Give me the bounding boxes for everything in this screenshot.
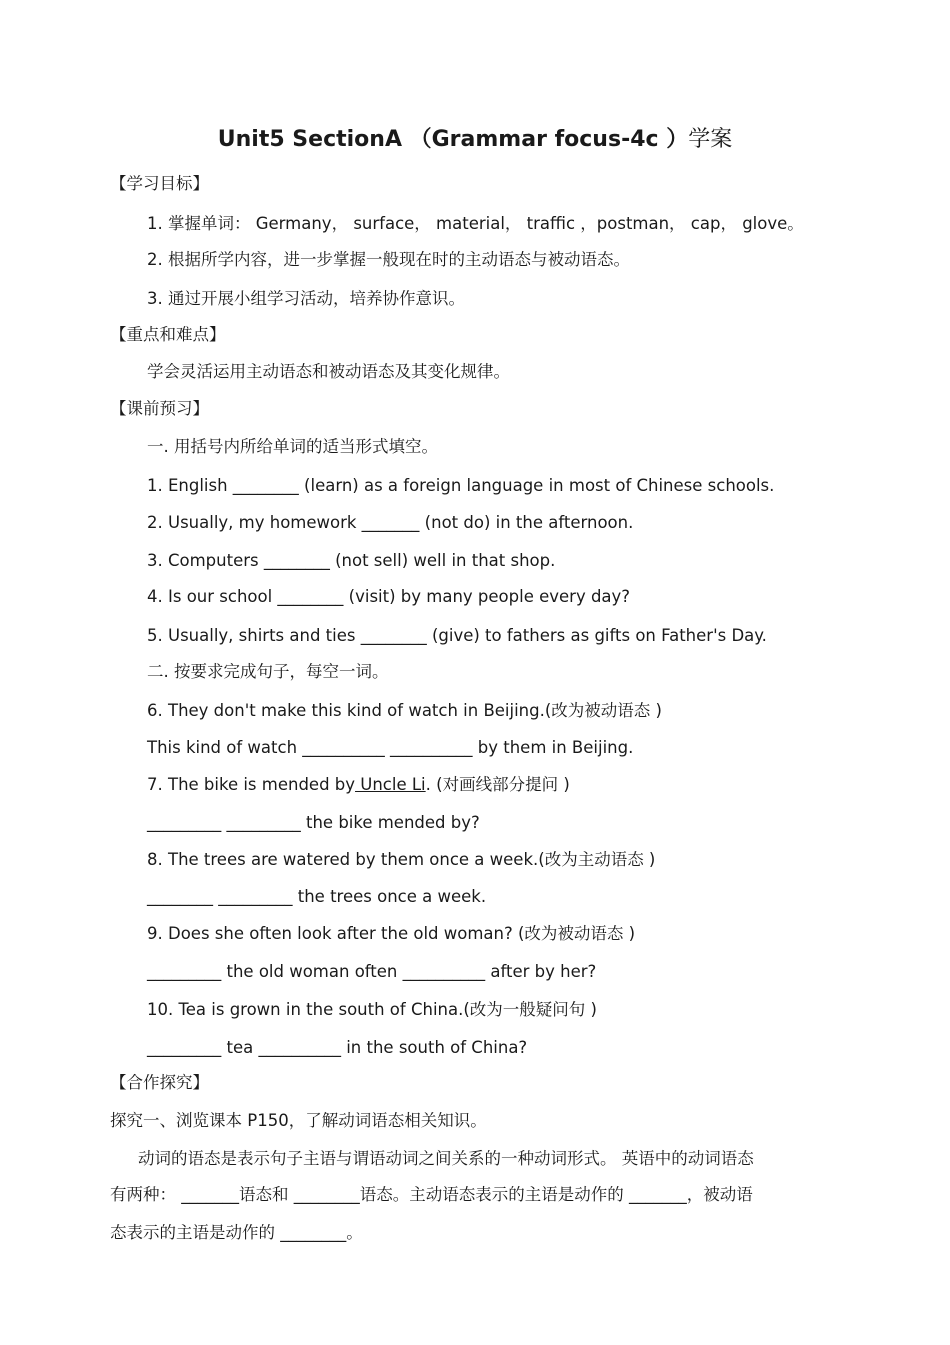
fill-blank-item: 5. Usually, shirts and ties ________ (give) to fathers as gifts on Father's Day. bbox=[147, 626, 767, 645]
answer-line-8: ________ _________ the trees once a week. bbox=[147, 887, 487, 906]
page-title bbox=[0, 126, 950, 154]
answer-line-10: _________ tea __________ in the south of China? bbox=[147, 1038, 528, 1057]
cooperation-heading: 【合作探究】 bbox=[110, 1073, 209, 1092]
question-8: 8. The trees are watered by them once a week.(改为主动语态 ) bbox=[147, 850, 656, 869]
fill-blank-item: 3. Computers ________ (not sell) well in that shop. bbox=[147, 551, 556, 570]
key-points-text: 学会灵活运用主动语态和被动语态及其变化规律。 bbox=[147, 362, 510, 381]
title-main: Unit5 SectionA （Grammar focus-4c ） bbox=[217, 127, 689, 152]
objectives-heading: 【学习目标】 bbox=[110, 174, 209, 193]
explore-1-title: 探究一、浏览课本 P150，了解动词语态相关知识。 bbox=[110, 1111, 487, 1130]
objective-item: 1. 掌握单词： Germany， surface， material， traffic ，postman， cap， glove。 bbox=[147, 214, 804, 233]
question-7-start: 7. The bike is mended by bbox=[147, 775, 356, 794]
answer-line-6: This kind of watch __________ __________ by them in Beijing. bbox=[147, 738, 634, 757]
part2-title: 二. 按要求完成句子，每空一词。 bbox=[147, 662, 389, 681]
question-6: 6. They don't make this kind of watch in Beijing.(改为被动语态 ) bbox=[147, 701, 662, 720]
fill-blank-item: 4. Is our school ________ (visit) by many people every day? bbox=[147, 587, 631, 606]
underlined-phrase: Uncle Li bbox=[355, 775, 426, 794]
title-suffix: 学案 bbox=[688, 127, 733, 152]
question-7 bbox=[147, 774, 570, 796]
question-9: 9. Does she often look after the old woman? (改为被动语态 ) bbox=[147, 924, 636, 943]
paragraph-line: 动词的语态是表示句子主语与谓语动词之间关系的一种动词形式。 英语中的动词语态 bbox=[138, 1149, 754, 1168]
objective-item: 3. 通过开展小组学习活动，培养协作意识。 bbox=[147, 289, 465, 308]
key-points-heading: 【重点和难点】 bbox=[110, 325, 226, 344]
paragraph-line: 态表示的主语是动作的 ________。 bbox=[110, 1223, 363, 1242]
part1-title: 一. 用括号内所给单词的适当形式填空。 bbox=[147, 437, 438, 456]
fill-blank-item: 2. Usually, my homework _______ (not do) in the afternoon. bbox=[147, 513, 634, 532]
question-7-end: . (对画线部分提问 ) bbox=[425, 775, 570, 794]
fill-blank-item: 1. English ________ (learn) as a foreign language in most of Chinese schools. bbox=[147, 476, 775, 495]
question-10: 10. Tea is grown in the south of China.(改为一般疑问句 ) bbox=[147, 1000, 597, 1019]
preview-heading: 【课前预习】 bbox=[110, 399, 209, 418]
objective-item: 2. 根据所学内容，进一步掌握一般现在时的主动语态与被动语态。 bbox=[147, 250, 630, 269]
answer-line-9: _________ the old woman often __________ after by her? bbox=[147, 962, 597, 981]
paragraph-line: 有两种： _______语态和 ________语态。主动语态表示的主语是动作的 _______，被动语 bbox=[110, 1185, 753, 1204]
answer-line-7: _________ _________ the bike mended by? bbox=[147, 813, 480, 832]
